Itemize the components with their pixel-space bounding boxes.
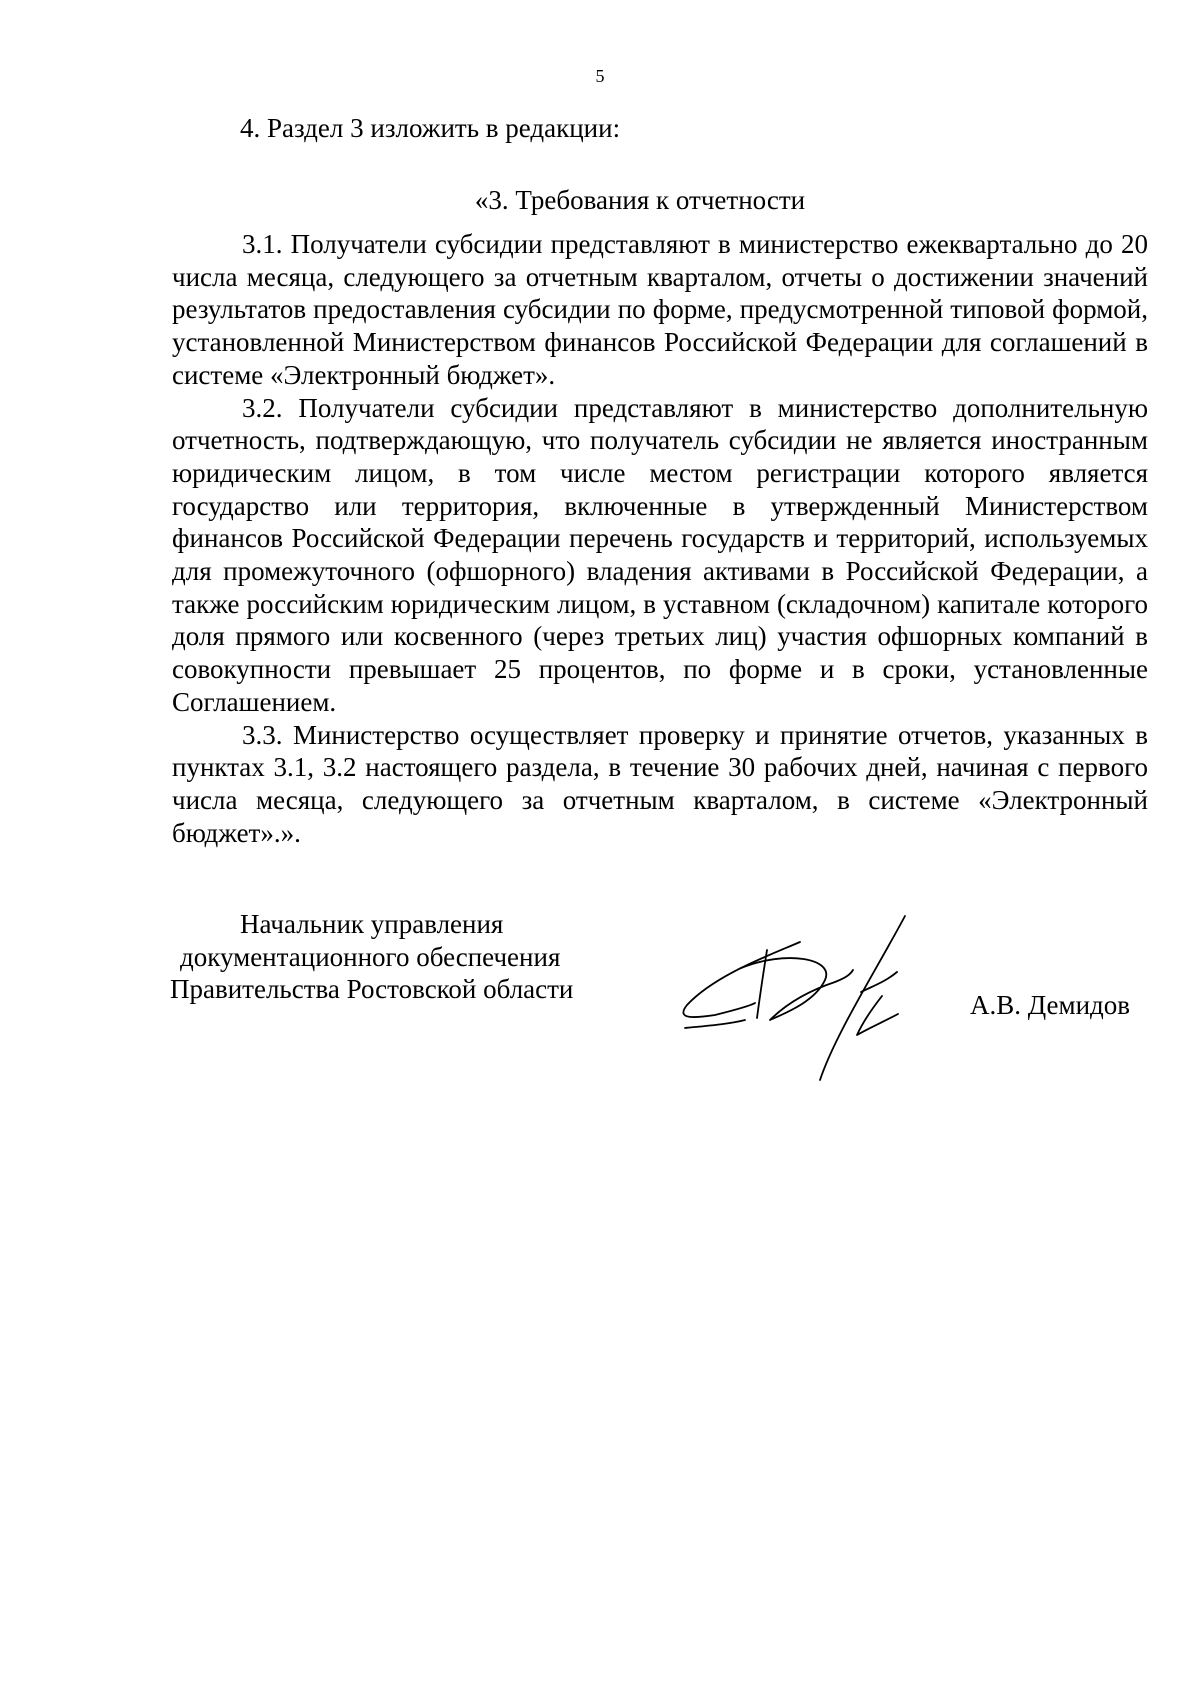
signatory-title-line: документационного обеспечения: [180, 941, 561, 972]
item-intro: 4. Раздел 3 изложить в редакции:: [240, 113, 621, 143]
paragraph-3-3: 3.3. Министерство осуществляет проверку и принятие отчетов, указанных в пунктах 3.1, 3.2 настоящего раздела, в течение 30 рабочих дней, начиная с первого числа месяца, следующего за отчетным кварталом, в системе «Электронный бюджет».».: [172, 719, 1148, 848]
paragraph-3-1: 3.1. Получатели субсидии представляют в министерство ежеквартально до 20 числа месяца, следующего за отчетным кварталом, отчеты о достижении значений результатов предоставления субсидии по форме, предусмотренной типовой формой, установленной Министерством финансов Российской Федерации для соглашений в системе «Электронный бюджет».: [172, 229, 1148, 390]
section-heading: «3. Требования к отчетности: [474, 185, 806, 215]
signer-name: А.В. Демидов: [970, 990, 1131, 1020]
signatory-title: [170, 908, 573, 1006]
signatory-title-line: Начальник управления: [240, 909, 504, 939]
paragraph-3-2: 3.2. Получатели субсидии представляют в министерство дополнительную отчетность, подтверждающую, что получатель субсидии не является иностранным юридическим лицом, в том числе местом регистрации которого является государство или территория, включенные в утвержденный Министерством финансов Российской Федерации перечень государств и территорий, используемых для промежуточного (офшорного) владения активами в Российской Федерации, а также российским юридическим лицом, в уставном (складочном) капитале которого доля прямого или косвенного (через третьих лиц) участия офшорных компаний в совокупности превышает 25 процентов, по форме и в сроки, установленные Соглашением.: [172, 392, 1148, 717]
handwritten-signature: [675, 910, 975, 1085]
signatory-title-line: Правительства Ростовской области: [170, 974, 574, 1004]
body-text: [172, 228, 1148, 849]
page-number: 5: [595, 66, 605, 86]
